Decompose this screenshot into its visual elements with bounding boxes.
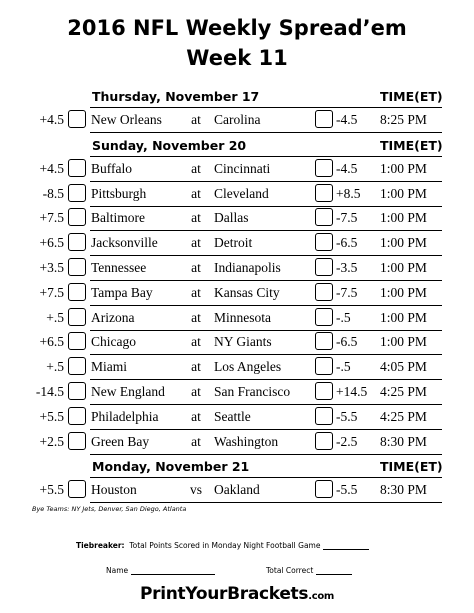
home-spread: -6.5 [336,235,358,251]
row-divider [90,502,442,503]
away-spread: +6.5 [39,334,64,350]
away-spread: +3.5 [39,260,64,275]
matchup-separator: at [191,384,201,399]
away-spread: +4.5 [39,112,64,127]
away-pick-checkbox[interactable] [68,308,86,326]
matchup-separator: at [191,359,201,375]
brand-logo [0,584,474,604]
away-spread: +6.5 [39,235,64,251]
away-team: Houston [91,482,137,498]
home-team: Carolina [214,112,261,127]
away-pick-checkbox[interactable] [68,382,86,400]
game-row [0,380,474,405]
kickoff-time: 1:00 PM [380,160,427,176]
home-team: Seattle [214,408,251,424]
away-spread: +5.5 [39,482,64,498]
away-spread: +.5 [46,359,64,375]
section-header [32,86,442,108]
section-day: Thursday, November 17 [92,89,260,104]
game-row [0,256,474,281]
matchup-separator: at [191,309,201,325]
row-divider [90,132,442,133]
matchup-separator: at [191,408,201,424]
away-team: Pittsburgh [91,185,147,201]
game-row [0,182,474,207]
name-field [106,566,215,575]
home-pick-checkbox[interactable] [315,110,333,128]
home-pick-checkbox[interactable] [315,159,333,177]
home-team: Los Angeles [214,359,282,375]
home-pick-checkbox[interactable] [315,357,333,375]
matchup-separator: at [191,235,201,251]
brand-suffix: .com [308,591,335,602]
game-row [0,108,474,133]
sheet-title: 2016 NFL Weekly Spread’em [67,16,407,40]
name-input-line[interactable] [131,566,215,575]
game-row [0,405,474,430]
tiebreaker-text: Total Points Scored in Monday Night Football Game [129,541,321,550]
away-spread: +4.5 [39,160,64,176]
away-pick-checkbox[interactable] [68,110,86,128]
away-pick-checkbox[interactable] [68,480,86,498]
home-team: Detroit [214,235,253,251]
time-header: TIME(ET) [380,89,443,104]
away-team: Jacksonville [91,235,158,251]
kickoff-time: 1:00 PM [380,334,427,350]
kickoff-time: 1:00 PM [380,210,427,226]
name-label: Name [106,566,129,575]
game-row [0,231,474,256]
away-pick-checkbox[interactable] [68,208,86,226]
home-spread: -7.5 [336,210,358,226]
home-spread: +14.5 [336,384,368,399]
home-pick-checkbox[interactable] [315,407,333,425]
kickoff-time: 8:30 PM [380,433,427,449]
away-pick-checkbox[interactable] [68,233,86,251]
game-row [0,206,474,231]
away-spread: +5.5 [39,408,64,424]
game-row [0,330,474,355]
kickoff-time: 1:00 PM [380,284,427,300]
kickoff-time: 1:00 PM [380,260,427,275]
kickoff-time: 8:30 PM [380,482,427,498]
away-spread: +2.5 [39,433,64,449]
bye-teams: Bye Teams: NY Jets, Denver, San Diego, Atlanta [32,505,187,513]
tiebreaker [76,541,369,550]
tiebreaker-label: Tiebreaker: [76,541,125,550]
home-spread: -6.5 [336,334,358,350]
home-spread: -3.5 [336,260,358,275]
home-spread: -4.5 [336,160,358,176]
tiebreaker-input-line[interactable] [323,541,369,550]
away-team: Arizona [91,309,135,325]
away-team: Buffalo [91,160,132,176]
home-spread: -.5 [336,309,351,325]
home-team: San Francisco [214,384,291,399]
matchup-separator: at [191,210,201,226]
total-correct-label: Total Correct [266,566,314,575]
kickoff-time: 1:00 PM [380,309,427,325]
away-pick-checkbox[interactable] [68,432,86,450]
home-pick-checkbox[interactable] [315,332,333,350]
home-pick-checkbox[interactable] [315,208,333,226]
away-team: Chicago [91,334,136,350]
matchup-separator: at [191,160,201,176]
matchup-separator: at [191,284,201,300]
home-spread: +8.5 [336,185,361,201]
matchup-separator: at [191,334,201,350]
kickoff-time: 4:25 PM [380,384,427,399]
matchup-separator: vs [189,482,202,498]
away-pick-checkbox[interactable] [68,357,86,375]
home-pick-checkbox[interactable] [315,184,333,202]
away-team: Baltimore [91,210,145,226]
home-team: NY Giants [214,334,272,350]
kickoff-time: 1:00 PM [380,235,427,251]
home-spread: -.5 [336,359,351,375]
home-team: Minnesota [214,309,271,325]
row-divider [90,454,442,455]
home-pick-checkbox[interactable] [315,382,333,400]
matchup-separator: at [191,433,201,449]
home-pick-checkbox[interactable] [315,283,333,301]
away-pick-checkbox[interactable] [68,283,86,301]
away-team: Miami [91,359,127,375]
kickoff-time: 4:05 PM [380,359,427,375]
away-team: Tampa Bay [91,284,153,300]
away-spread: +7.5 [39,210,64,226]
home-pick-checkbox[interactable] [315,258,333,276]
away-spread: -8.5 [42,185,64,201]
away-spread: +.5 [46,309,64,325]
away-pick-checkbox[interactable] [68,332,86,350]
away-pick-checkbox[interactable] [68,184,86,202]
game-row [0,281,474,306]
away-team: Philadelphia [91,408,159,424]
time-header: TIME(ET) [380,459,443,475]
matchup-separator: at [191,112,201,127]
away-pick-checkbox[interactable] [68,159,86,177]
home-team: Kansas City [214,284,280,300]
section-header [32,135,442,157]
home-spread: -4.5 [336,112,358,127]
home-spread: -5.5 [336,482,358,498]
matchup-separator: at [191,260,201,275]
section-header [32,456,442,478]
home-team: Cincinnati [214,160,271,176]
total-correct-field [266,566,352,575]
home-pick-checkbox[interactable] [315,432,333,450]
section-day: Sunday, November 20 [92,137,247,153]
game-row [0,306,474,331]
kickoff-time: 8:25 PM [380,112,427,127]
brand-name: PrintYourBrackets [139,584,309,604]
home-spread: -2.5 [336,433,358,449]
home-spread: -7.5 [336,284,358,300]
away-spread: +7.5 [39,284,64,300]
kickoff-time: 1:00 PM [380,185,427,201]
home-team: Oakland [214,482,260,498]
away-pick-checkbox[interactable] [68,407,86,425]
home-pick-checkbox[interactable] [315,233,333,251]
home-pick-checkbox[interactable] [315,480,333,498]
away-spread: -14.5 [35,384,64,399]
total-correct-input-line[interactable] [316,566,352,575]
away-team: Green Bay [91,433,150,449]
home-pick-checkbox[interactable] [315,308,333,326]
time-header: TIME(ET) [380,137,443,153]
away-pick-checkbox[interactable] [68,258,86,276]
game-row [0,478,474,503]
away-team: Tennessee [91,260,147,275]
game-row [0,355,474,380]
home-team: Dallas [214,210,249,226]
home-team: Indianapolis [214,260,281,275]
home-spread: -5.5 [336,408,358,424]
section-day: Monday, November 21 [92,459,250,475]
away-team: New Orleans [91,112,162,127]
kickoff-time: 4:25 PM [380,408,427,424]
matchup-separator: at [191,185,201,201]
home-team: Cleveland [214,185,269,201]
away-team: New England [91,384,165,399]
game-row [0,157,474,182]
game-row [0,430,474,455]
week-title: Week 11 [186,46,288,70]
home-team: Washington [214,433,279,449]
